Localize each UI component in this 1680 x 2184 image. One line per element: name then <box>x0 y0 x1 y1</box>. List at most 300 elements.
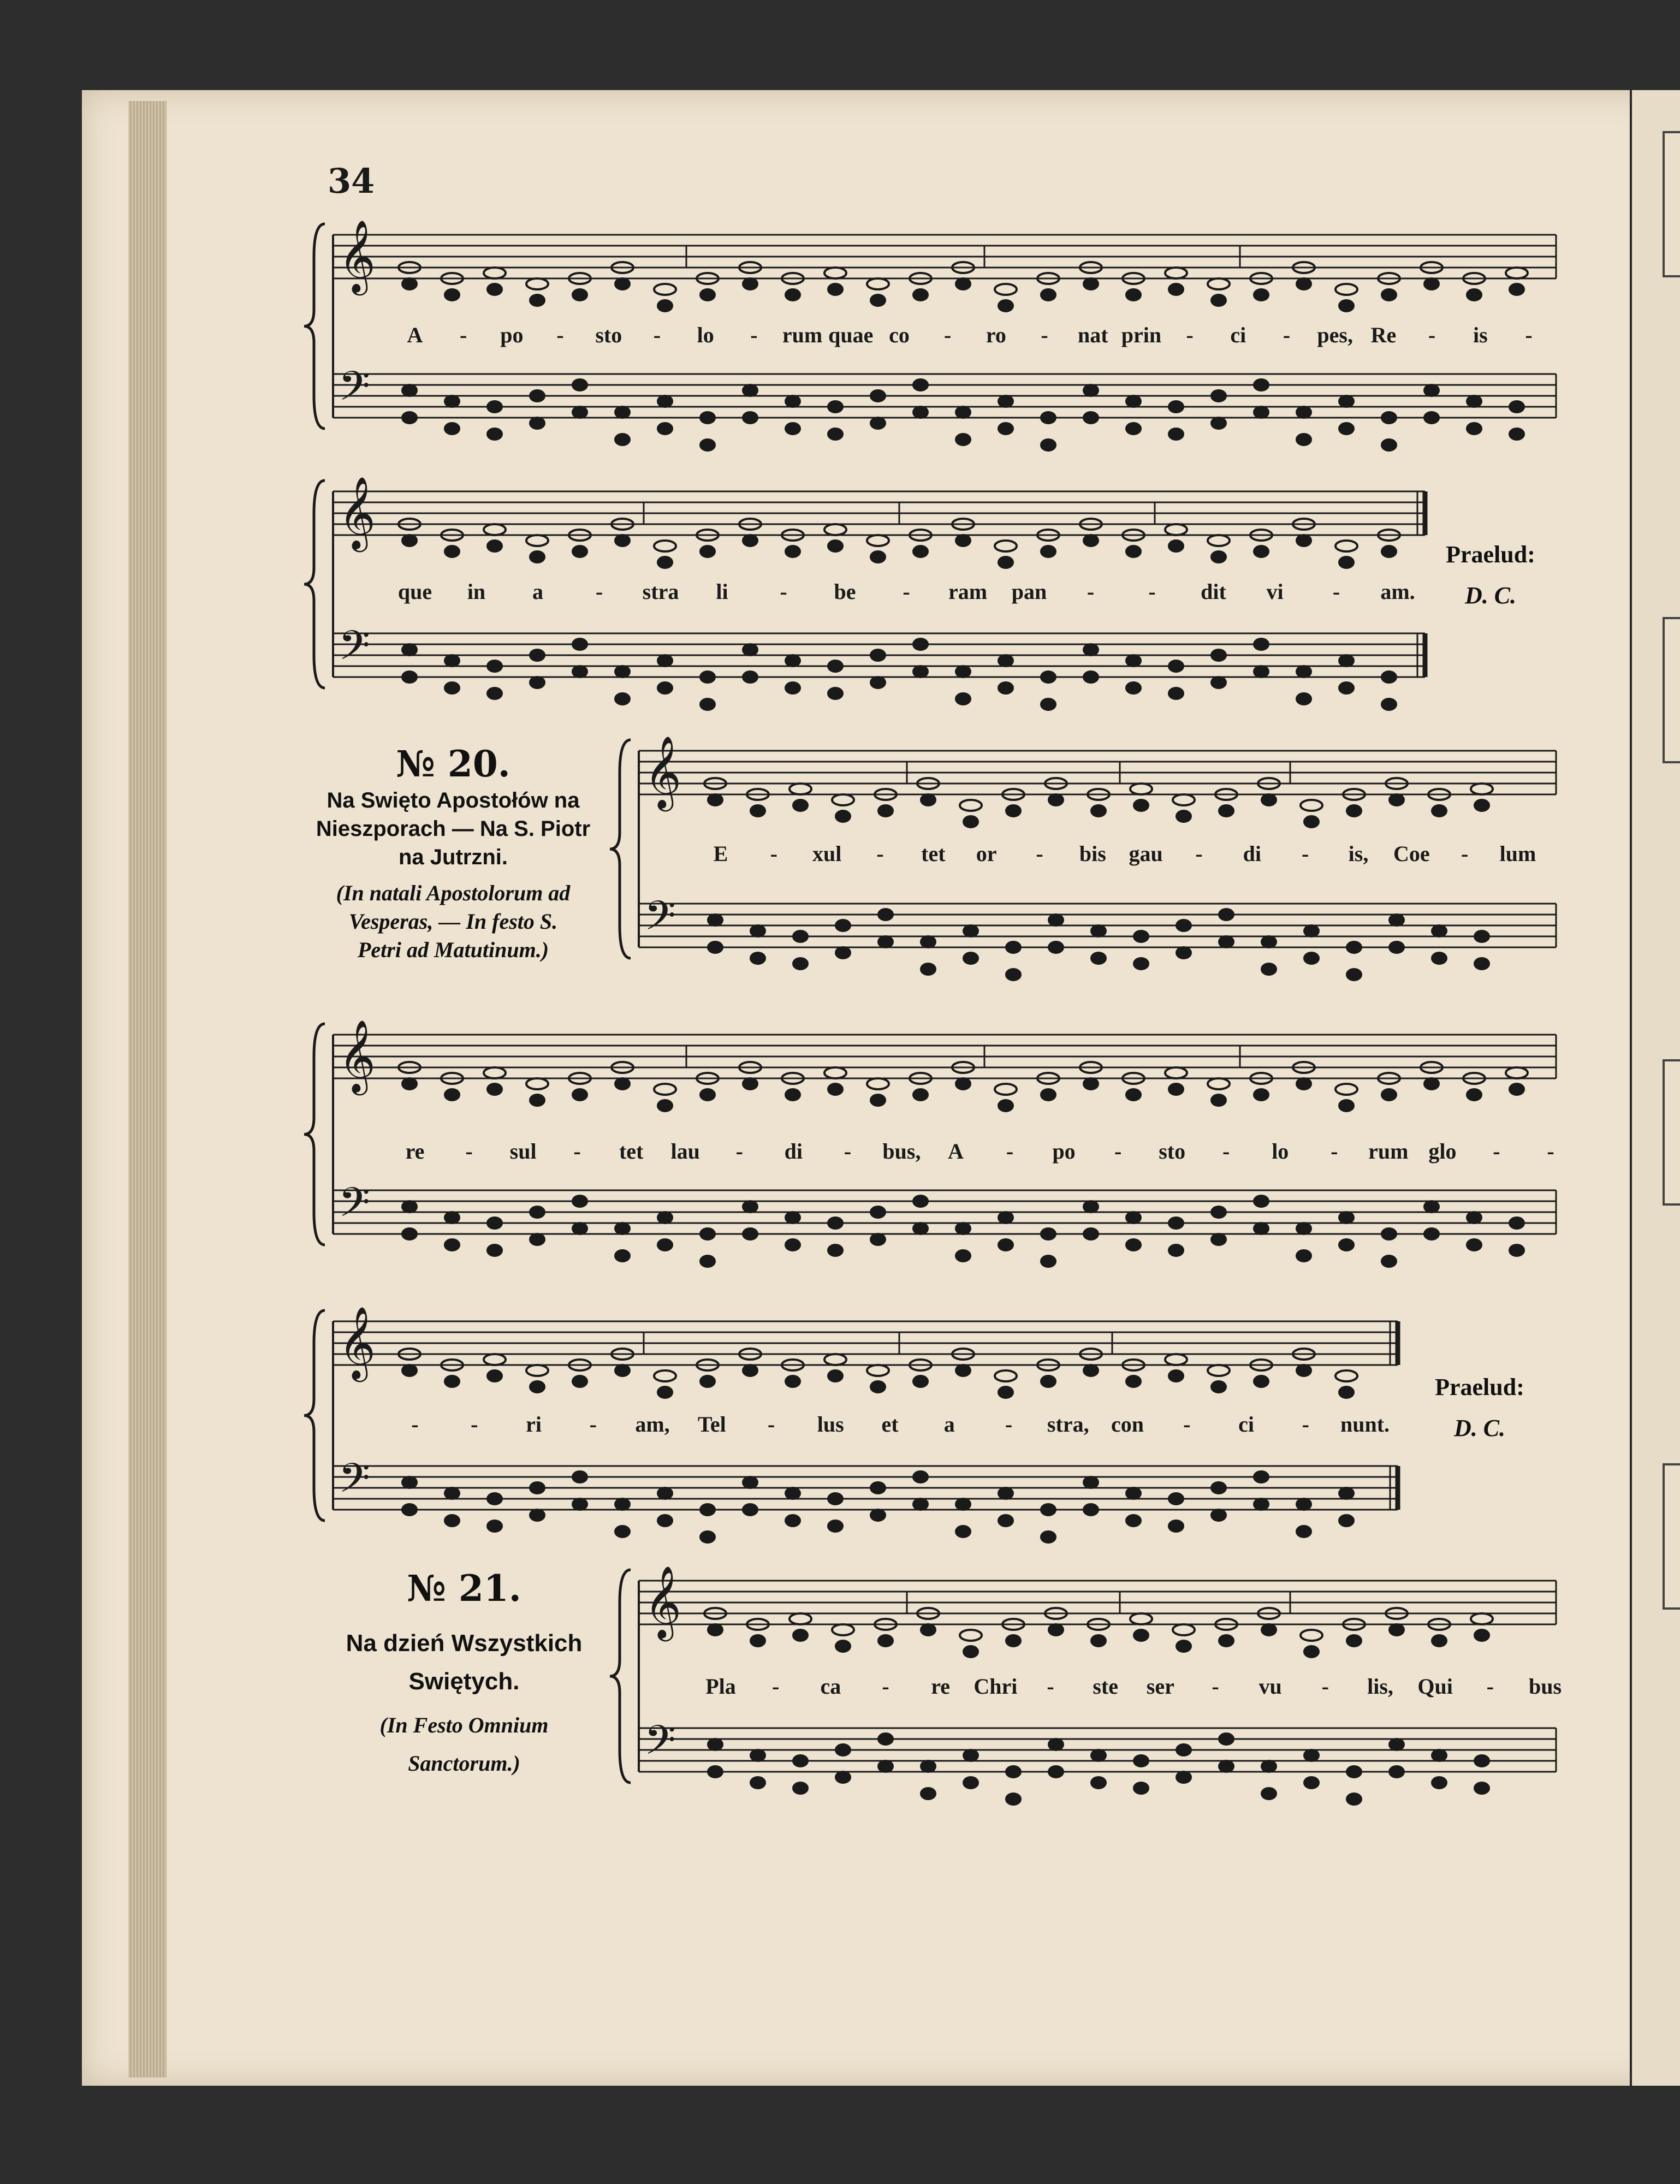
system-6-treble-note-lower <box>1049 1624 1063 1635</box>
lyric-syllable: - <box>1332 579 1340 604</box>
system-1-bass-note <box>1424 385 1439 396</box>
system-1-bass-note <box>1297 407 1311 418</box>
system-6-treble-note-lower <box>836 1641 850 1652</box>
system-4-bass-note <box>1084 1201 1098 1212</box>
system-3-treble-note-lower <box>708 794 722 805</box>
system-2-bass-note <box>658 655 672 666</box>
lyric-syllable: - <box>556 323 564 347</box>
system-4-brace <box>304 1024 325 1245</box>
lyric-syllable: - <box>465 1139 473 1164</box>
system-1-bass-note <box>615 407 630 418</box>
system-2-bass-note <box>1084 644 1098 655</box>
system-4-bass-note-lower <box>1467 1239 1481 1250</box>
system-5-bass-note-lower <box>1212 1510 1226 1521</box>
system-6-treble-note-lower <box>1432 1635 1446 1646</box>
system-4-treble-note-lower <box>913 1089 928 1100</box>
system-4-bass-note <box>1254 1196 1268 1207</box>
system-5-bass-note-lower <box>871 1510 885 1521</box>
system-2-bass-note-lower <box>1297 693 1311 704</box>
system-3-treble-note <box>1173 794 1195 805</box>
system-3-bass-note <box>793 931 808 942</box>
system-5-bass-note-lower <box>402 1504 417 1515</box>
lyric-syllable: a <box>943 1412 955 1437</box>
system-5-treble-note-lower <box>530 1381 544 1392</box>
system-6-treble-note-lower <box>1006 1635 1020 1646</box>
system-5-bass-note-lower <box>658 1515 672 1526</box>
system-5-treble-note-lower <box>913 1376 928 1387</box>
system-5-bass-note <box>1169 1493 1183 1504</box>
system-4-treble-note-lower <box>658 1100 672 1111</box>
system-2-treble-note-lower <box>573 546 587 557</box>
system-4-bass-clef: 𝄢 <box>339 1179 370 1236</box>
system-4-bass-note-lower <box>402 1228 417 1239</box>
system-3-bass-note-lower <box>1432 953 1446 964</box>
system-5-bass-note-lower <box>956 1526 970 1537</box>
system-1-bass-note-lower <box>956 434 970 445</box>
system-1-bass-note-lower <box>1126 423 1141 434</box>
lyric-syllable: - <box>1302 1412 1309 1437</box>
system-1-treble-note-lower <box>402 278 417 289</box>
system-1-treble-note-lower <box>1212 295 1226 306</box>
title-line: Na dzień Wszystkich <box>346 1630 583 1657</box>
system-1-bass-note-lower <box>999 423 1013 434</box>
system-3-treble-note <box>832 794 854 805</box>
system-4-treble-note <box>1208 1078 1230 1089</box>
lyric-syllable: am, <box>635 1412 670 1437</box>
system-2-treble-note-lower <box>445 546 459 557</box>
system-4-bass-note-lower <box>999 1239 1013 1250</box>
system-5-bass-note <box>1126 1488 1141 1499</box>
system-2-treble-note-lower <box>1254 546 1268 557</box>
system-6-bass-note-lower <box>964 1777 978 1788</box>
system-1-bass-note <box>488 401 502 412</box>
system-5-bass-note <box>402 1477 417 1488</box>
lyric-syllable: rum <box>782 323 823 347</box>
system-1-bass-note <box>956 407 970 418</box>
system-3-brace <box>610 740 631 958</box>
system-4-bass-note <box>530 1207 544 1218</box>
lyric-syllable: - <box>903 579 910 604</box>
system-6-bass-note <box>1304 1750 1319 1761</box>
system-4-treble-note-lower <box>1041 1089 1055 1100</box>
system-1-bass-note-lower <box>445 423 459 434</box>
lyric-syllable: con <box>1111 1412 1144 1437</box>
lyric-syllable: or <box>976 841 997 866</box>
system-2-bass-note <box>1254 639 1268 650</box>
system-6-treble-note-lower <box>1219 1635 1233 1646</box>
system-6-bass-note-lower <box>1390 1766 1404 1777</box>
system-1-treble-note-lower <box>1126 289 1141 300</box>
lyric-syllable: a <box>532 579 543 604</box>
system-2-treble-note-lower <box>1382 546 1396 557</box>
system-3-bass-note <box>836 920 850 931</box>
system-4-treble-note-lower <box>1126 1089 1141 1100</box>
system-5-treble-note-lower <box>828 1370 842 1381</box>
system-4-treble-note-lower <box>1297 1078 1311 1089</box>
system-3-treble-note-lower <box>1134 800 1148 811</box>
system-2-bass-note-lower <box>573 666 587 677</box>
system-4-treble-note-lower <box>1169 1084 1183 1095</box>
system-4-treble-note-lower <box>402 1078 417 1089</box>
system-1-treble-note <box>1208 278 1230 289</box>
system-4-bass-note-lower <box>1382 1256 1396 1267</box>
system-1-treble-note <box>1335 284 1357 295</box>
system-2-bass-note <box>1339 655 1354 666</box>
system-2-bass-note-lower <box>701 699 715 710</box>
system-6-bass-note <box>1219 1734 1233 1744</box>
system-1-bass-note-lower <box>1382 440 1396 450</box>
system-6-treble-note-lower <box>878 1635 893 1646</box>
lyric-syllable: lis, <box>1367 1674 1393 1699</box>
system-2-bass-note-lower <box>530 677 544 688</box>
piece-number-21: № 21. <box>407 1567 521 1610</box>
system-5-bass-note <box>1297 1499 1311 1510</box>
system-1-treble-note <box>654 284 676 295</box>
system-3-bass-note <box>1304 925 1319 936</box>
system-1-bass-note-lower <box>1297 434 1311 445</box>
lyric-syllable: - <box>1301 841 1309 866</box>
system-5-bass-note-lower <box>615 1526 630 1537</box>
system-3-bass-note-lower <box>1347 969 1361 980</box>
system-6-treble-note-lower <box>1262 1624 1276 1635</box>
system-4-bass-note-lower <box>573 1223 587 1234</box>
system-1-treble-note-lower <box>743 278 757 289</box>
system-2-bass-note <box>701 672 715 682</box>
system-4-bass-note-lower <box>913 1223 928 1234</box>
piece-number-20: № 20. <box>396 743 510 785</box>
lyric-syllable: - <box>460 323 467 347</box>
system-4-treble-clef: 𝄞 <box>339 1019 376 1093</box>
lyric-syllable: - <box>1005 1412 1013 1437</box>
system-6-bass-note-lower <box>1432 1777 1446 1788</box>
system-2-treble-note-lower <box>743 535 757 546</box>
system-2-bass-note-lower <box>786 682 800 693</box>
lyric-syllable: - <box>573 1139 581 1164</box>
system-3-bass-note <box>964 925 978 936</box>
system-2-bass-note <box>786 655 800 666</box>
lyric-syllable: - <box>767 1412 775 1437</box>
system-1-treble-note-lower <box>1510 284 1524 295</box>
system-4-bass-note <box>743 1201 757 1212</box>
system-1-treble-note-lower <box>913 289 928 300</box>
system-2-treble-note <box>824 524 846 535</box>
system-4-treble-note-lower <box>871 1095 885 1106</box>
system-1-treble-note-lower <box>1467 289 1481 300</box>
system-4-treble-note-lower <box>956 1078 970 1089</box>
system-6-bass-note-lower <box>1219 1761 1233 1772</box>
system-6-treble-note <box>1471 1613 1493 1624</box>
praelud-marking <box>1420 1373 1540 1442</box>
system-4-bass-note <box>573 1196 587 1207</box>
system-2-treble-note <box>1208 535 1230 546</box>
lyric-syllable: - <box>882 1674 889 1699</box>
system-3-bass-note-lower <box>1390 942 1404 953</box>
lyric-syllable: - <box>770 841 777 866</box>
system-1-bass-note-lower <box>488 429 502 440</box>
system-6-bass-note-lower <box>1304 1777 1319 1788</box>
system-6-bass-note <box>878 1734 893 1744</box>
system-3-treble-note-lower <box>1091 805 1106 816</box>
system-3-bass-note-lower <box>836 947 850 958</box>
system-2-bass-note <box>445 655 459 666</box>
system-5-bass-note-lower <box>786 1515 800 1526</box>
lyric-syllable: Tel <box>697 1412 726 1437</box>
system-1-bass-note <box>743 385 757 396</box>
lyric-syllable: ci <box>1230 323 1246 347</box>
system-6-bass-clef: 𝄢 <box>644 1717 676 1774</box>
system-5-bass-note-lower <box>1126 1515 1141 1526</box>
system-4-treble-note-lower <box>828 1084 842 1095</box>
lyric-syllable: ram <box>948 579 988 604</box>
system-2-treble-note-lower <box>1169 541 1183 551</box>
system-5-bass-note <box>1041 1504 1055 1515</box>
system-6-treble-note <box>1301 1630 1322 1641</box>
lyric-syllable: - <box>1283 323 1291 347</box>
system-1-bass-note <box>1510 401 1524 412</box>
system-2-bass-note-lower <box>1212 677 1226 688</box>
system-3-bass-note <box>921 936 935 947</box>
system-3-bass-note <box>1219 909 1233 920</box>
praelud-marking <box>1430 541 1551 609</box>
system-5-treble-note-lower <box>743 1365 757 1376</box>
system-5-treble-note <box>1165 1354 1187 1365</box>
system-1-bass-note <box>573 379 587 390</box>
title-line: Swiętych. <box>408 1668 520 1695</box>
system-4-treble-note-lower <box>445 1089 459 1100</box>
system-1-treble-note <box>824 268 846 278</box>
system-6-bass-note-lower <box>921 1788 935 1799</box>
lyric-syllable: - <box>1525 323 1533 347</box>
system-4-bass-note <box>999 1212 1013 1223</box>
system-6-bass-note-lower <box>1134 1783 1148 1794</box>
lyric-syllable: - <box>1428 323 1436 347</box>
title-line: na Jutrzni. <box>398 845 508 869</box>
lyric-syllable: di <box>1243 841 1262 866</box>
system-1-bass-note-lower <box>1041 440 1055 450</box>
system-6-bass-note <box>1432 1750 1446 1761</box>
lyric-syllable: - <box>1486 1674 1494 1699</box>
system-4-treble-note-lower <box>1510 1084 1524 1095</box>
system-1-bass-note <box>786 396 800 407</box>
system-2-treble-note-lower <box>658 557 672 568</box>
system-5-bass-note-lower <box>488 1521 502 1532</box>
system-5-bass-note <box>999 1488 1013 1499</box>
system-4-bass-note <box>1212 1207 1226 1218</box>
system-3-bass-note <box>1432 925 1446 936</box>
lyric-syllable: re <box>931 1674 951 1699</box>
system-1-treble-note-lower <box>488 284 502 295</box>
system-5-bass-note-lower <box>1254 1499 1268 1510</box>
system-3-bass-note <box>1177 920 1191 931</box>
system-6-bass-note-lower <box>1006 1794 1020 1805</box>
system-5-bass-note <box>1212 1482 1226 1493</box>
system-6-treble-note <box>960 1630 982 1641</box>
system-3-treble-note-lower <box>1347 805 1361 816</box>
system-3-treble-note-lower <box>1304 816 1319 827</box>
lyric-syllable: - <box>1148 579 1156 604</box>
lyric-syllable: - <box>471 1412 478 1437</box>
system-3-bass-note-lower <box>1475 958 1489 969</box>
system-5-treble-note-lower <box>786 1376 800 1387</box>
system-4-bass-note-lower <box>1084 1228 1098 1239</box>
system-3-treble-note-lower <box>964 816 978 827</box>
system-3-bass-note-lower <box>708 942 722 953</box>
lyric-syllable: stra, <box>1047 1412 1089 1437</box>
system-5-bass-note-lower <box>1339 1515 1354 1526</box>
latin-line: Vesperas, — In festo S. <box>348 909 558 934</box>
system-4-treble-note <box>654 1084 676 1095</box>
system-2-bass-note-lower <box>445 682 459 693</box>
system-6-bass-note-lower <box>1262 1788 1276 1799</box>
system-3-bass-note-lower <box>751 953 765 964</box>
system-2-treble-note-lower <box>530 551 544 562</box>
lyric-syllable: po <box>500 323 524 347</box>
system-2-bass-note-lower <box>1084 672 1098 682</box>
system-5-treble-note-lower <box>1297 1365 1311 1376</box>
system-2-bass-note-lower <box>1126 682 1141 693</box>
system-2-bass-note-lower <box>615 693 630 704</box>
system-4-bass-note-lower <box>701 1256 715 1267</box>
system-5-bass-note <box>1254 1471 1268 1482</box>
system-5-treble-note <box>824 1354 846 1365</box>
system-4-bass-note-lower <box>871 1234 885 1245</box>
system-6-bass-note <box>793 1755 808 1766</box>
system-2-bass-note-lower <box>1339 682 1354 693</box>
system-4-bass-note-lower <box>1424 1228 1439 1239</box>
lyric-syllable: - <box>1041 323 1048 347</box>
system-2-bass-note-lower <box>956 693 970 704</box>
system-2-treble-note-lower <box>402 535 417 546</box>
system-2-bass-note-lower <box>488 688 502 699</box>
system-2-bass-note-lower <box>658 682 672 693</box>
system-2-treble-note <box>1335 541 1357 551</box>
system-2-bass-note <box>1297 666 1311 677</box>
system-1-bass-note-lower <box>402 412 417 423</box>
lyric-syllable: Qui <box>1417 1674 1453 1699</box>
system-2-treble-note <box>1165 524 1187 535</box>
system-5-bass-note-lower <box>445 1515 459 1526</box>
piece-title-21 <box>311 1624 617 1701</box>
system-6-bass-note <box>751 1750 765 1761</box>
system-2-bass-note <box>828 661 842 672</box>
lyric-syllable: pan <box>1011 579 1047 604</box>
system-5-bass-note <box>913 1471 928 1482</box>
system-1-bass-note <box>1169 401 1183 412</box>
system-3-bass-note-lower <box>1177 947 1191 958</box>
system-2-bass-note-lower <box>913 666 928 677</box>
system-3-treble-note-lower <box>1177 811 1191 822</box>
system-1-brace <box>304 224 325 429</box>
system-1-treble-note-lower <box>828 284 842 295</box>
system-6-bass-note <box>1049 1739 1063 1750</box>
lyric-syllable: - <box>1006 1139 1014 1164</box>
system-4-bass-note <box>828 1218 842 1228</box>
praelud-label: Praelud: <box>1435 1374 1524 1400</box>
system-2-treble-note-lower <box>1041 546 1055 557</box>
system-3-treble-note <box>789 784 811 794</box>
system-1-treble-note-lower <box>1424 278 1439 289</box>
lyric-syllable: - <box>1331 1139 1338 1164</box>
lyric-syllable: prin <box>1121 323 1162 347</box>
system-1-bass-note-lower <box>1424 412 1439 423</box>
lyric-syllable: et <box>881 1412 899 1437</box>
lyric-syllable: - <box>1114 1139 1122 1164</box>
system-1-treble-note-lower <box>615 278 630 289</box>
system-6-treble-note-lower <box>1475 1630 1489 1641</box>
system-4-bass-note <box>445 1212 459 1223</box>
system-4-treble-note-lower <box>573 1089 587 1100</box>
system-1-treble-note-lower <box>1254 289 1268 300</box>
system-5-treble-note-lower <box>1212 1381 1226 1392</box>
system-1-bass-note <box>701 412 715 423</box>
system-4-bass-note-lower <box>828 1245 842 1256</box>
system-6-treble-note-lower <box>751 1635 765 1646</box>
system-1-bass-note <box>999 396 1013 407</box>
system-2-treble-note-lower <box>1084 535 1098 546</box>
lyric-syllable: is, <box>1348 841 1369 866</box>
system-1-treble-clef: 𝄞 <box>339 219 376 293</box>
latin-line: (In natali Apostolorum ad <box>336 881 571 905</box>
lyric-syllable: xul <box>812 841 842 866</box>
lyric-syllable: - <box>1195 841 1203 866</box>
system-1-bass-note <box>1041 412 1055 423</box>
lyric-syllable: stra <box>642 579 679 604</box>
system-5-treble-note-lower <box>488 1370 502 1381</box>
lyric-syllable: - <box>844 1139 852 1164</box>
system-4-treble-note-lower <box>701 1089 715 1100</box>
system-1-treble-note-lower <box>1339 300 1354 311</box>
system-6-bass-note-lower <box>878 1761 893 1772</box>
system-5-bass-note <box>488 1493 502 1504</box>
system-5-bass-note <box>956 1499 970 1510</box>
system-2-bass-note <box>573 639 587 650</box>
system-4-bass-note <box>402 1201 417 1212</box>
system-3-bass-note <box>1475 931 1489 942</box>
system-4-treble-note-lower <box>1212 1095 1226 1106</box>
lyric-syllable: Coe <box>1393 841 1430 866</box>
lyric-syllable: - <box>411 1412 419 1437</box>
lyric-syllable: nunt. <box>1340 1412 1390 1437</box>
lyric-syllable: - <box>943 323 952 347</box>
system-6-treble-note-lower <box>1304 1646 1319 1657</box>
system-5-treble-note-lower <box>658 1387 672 1398</box>
da-capo-label: D. C. <box>1464 582 1517 609</box>
lyric-syllable: sto <box>1159 1139 1186 1164</box>
system-5-treble-note <box>526 1365 548 1376</box>
system-1-bass-note <box>445 396 459 407</box>
lyric-syllable: - <box>1212 1674 1219 1699</box>
latin-line: (In Festo Omnium <box>379 1713 549 1737</box>
system-4-bass-note-lower <box>1169 1245 1183 1256</box>
system-5-treble-clef: 𝄞 <box>339 1306 376 1379</box>
system-6-treble-note-lower <box>921 1624 935 1635</box>
piece-title-20 <box>300 786 606 871</box>
system-3-treble-note <box>960 800 982 811</box>
system-1-bass-note <box>913 379 928 390</box>
system-3-treble-note-lower <box>1475 800 1489 811</box>
system-1-bass-clef: 𝄢 <box>339 363 370 420</box>
system-4-treble-note <box>867 1078 889 1089</box>
latin-line: Petri ad Matutinum.) <box>357 937 549 962</box>
system-2-bass-note-lower <box>871 677 885 688</box>
system-2-treble-note-lower <box>701 546 715 557</box>
lyric-syllable: is <box>1473 323 1488 347</box>
system-3-treble-note-lower <box>1262 794 1276 805</box>
system-1-bass-note-lower <box>701 440 715 450</box>
system-5-bass-note-lower <box>1084 1504 1098 1515</box>
system-1-bass-note-lower <box>530 418 544 429</box>
lyric-syllable: rum <box>1368 1139 1409 1164</box>
